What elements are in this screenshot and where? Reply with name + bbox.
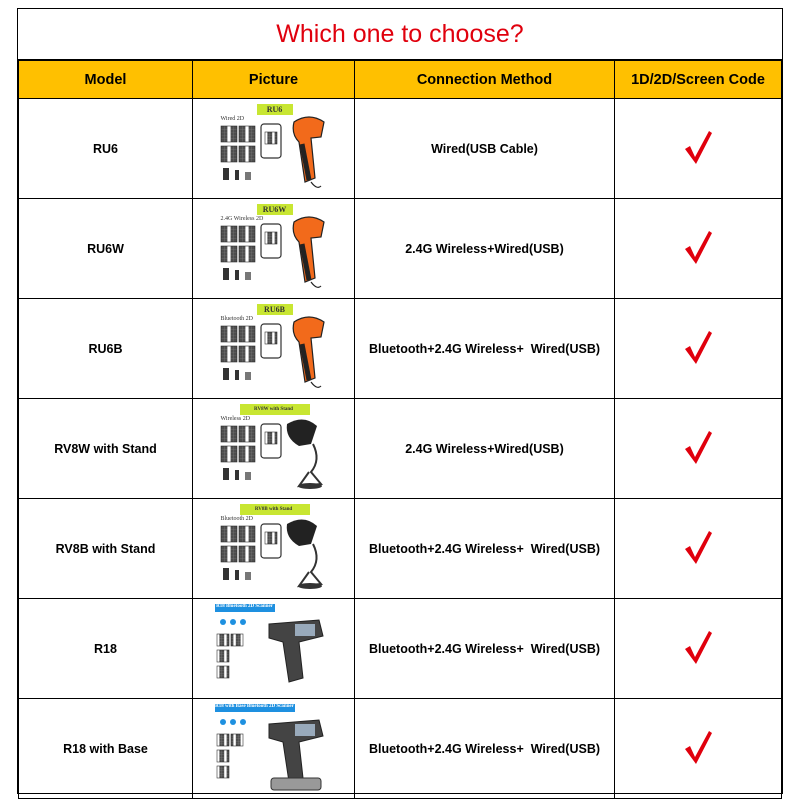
product-picture-cell (193, 199, 355, 299)
product-picture-cell (193, 299, 355, 399)
header-code: 1D/2D/Screen Code (615, 61, 782, 99)
product-tag-label: R18 with Base Bluetooth 2D Scanner (215, 703, 294, 709)
code-support-cell (615, 399, 782, 499)
product-tag-label: RV8W with Stand (254, 406, 293, 412)
product-image (199, 202, 349, 296)
product-picture-cell (193, 99, 355, 199)
code-support-cell (615, 699, 782, 799)
connection-cell: Bluetooth+2.4G Wireless+ Wired(USB) (355, 599, 615, 699)
table-row (19, 299, 782, 399)
product-image (199, 702, 349, 796)
code-support-cell (615, 499, 782, 599)
code-support-cell (615, 599, 782, 699)
connection-cell: Bluetooth+2.4G Wireless+ Wired(USB) (355, 299, 615, 399)
product-subtag-label: 2.4G Wireless 2D (220, 215, 264, 222)
table-row (19, 599, 782, 699)
connection-cell: Wired(USB Cable) (355, 99, 615, 199)
checkmark-icon (683, 229, 713, 265)
product-tag-label: R18 Bluetooth 2D Scanner (216, 603, 273, 609)
checkmark-icon (683, 429, 713, 465)
model-cell: RV8B with Stand (19, 499, 193, 599)
header-model: Model (19, 61, 193, 99)
model-cell: RV8W with Stand (19, 399, 193, 499)
product-picture-cell (193, 499, 355, 599)
table-row (19, 699, 782, 799)
title-row (18, 9, 782, 60)
product-tag-label: RU6B (264, 304, 285, 314)
model-cell: R18 with Base (19, 699, 193, 799)
checkmark-icon (683, 729, 713, 765)
table-row (19, 99, 782, 199)
product-picture-cell (193, 699, 355, 799)
code-support-cell (615, 99, 782, 199)
product-picture-cell (193, 399, 355, 499)
table-row (19, 499, 782, 599)
product-picture-cell (193, 599, 355, 699)
product-image (199, 502, 349, 596)
product-image (199, 102, 349, 196)
checkmark-icon (683, 529, 713, 565)
product-image (199, 402, 349, 496)
model-cell: RU6 (19, 99, 193, 199)
product-tag-label: RU6W (262, 204, 287, 214)
header-connection: Connection Method (355, 61, 615, 99)
product-subtag-label: Bluetooth 2D (220, 515, 253, 522)
connection-cell: 2.4G Wireless+Wired(USB) (355, 399, 615, 499)
header-row (19, 61, 782, 99)
checkmark-icon (683, 329, 713, 365)
product-tag-label: RU6 (266, 104, 283, 114)
table-row (19, 199, 782, 299)
product-subtag-label: Wireless 2D (220, 415, 251, 422)
product-subtag-label: Wired 2D (220, 115, 245, 122)
model-cell: RU6B (19, 299, 193, 399)
checkmark-icon (683, 629, 713, 665)
connection-cell: Bluetooth+2.4G Wireless+ Wired(USB) (355, 499, 615, 599)
comparison-frame (17, 8, 783, 794)
code-support-cell (615, 199, 782, 299)
comparison-table (18, 60, 782, 799)
checkmark-icon (683, 129, 713, 165)
product-tag-label: RV8B with Stand (254, 506, 293, 512)
product-subtag-label: Bluetooth 2D (220, 315, 253, 322)
model-cell: R18 (19, 599, 193, 699)
table-row (19, 399, 782, 499)
page-title: Which one to choose? (276, 19, 524, 48)
model-cell: RU6W (19, 199, 193, 299)
product-image (199, 602, 349, 696)
product-image (199, 302, 349, 396)
connection-cell: 2.4G Wireless+Wired(USB) (355, 199, 615, 299)
header-picture: Picture (193, 61, 355, 99)
connection-cell: Bluetooth+2.4G Wireless+ Wired(USB) (355, 699, 615, 799)
code-support-cell (615, 299, 782, 399)
